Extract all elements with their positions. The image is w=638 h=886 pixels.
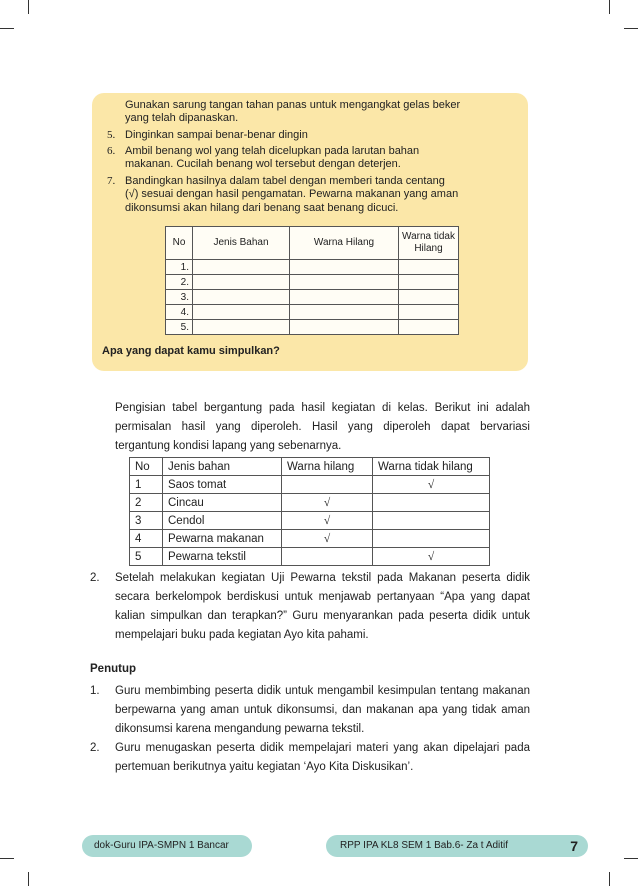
header-cell: Warna tidak hilang bbox=[373, 458, 490, 476]
crop-mark bbox=[624, 858, 638, 859]
crop-mark bbox=[28, 0, 29, 14]
list-item: 1. Guru membimbing peserta didik untuk mengambil kesimpulan tentang makanan berpewarna yang aman untuk dikonsumsi, dan makanan apa yang tidak aman dikonsumsi karena mengandung pewarna tekstil. bbox=[90, 685, 530, 735]
step-number: 6. bbox=[107, 145, 116, 157]
row-number: 1. bbox=[166, 260, 193, 275]
section-title: Penutup bbox=[90, 663, 136, 675]
header-cell: Warna hilang bbox=[282, 458, 373, 476]
list-item: 2. Guru menugaskan peserta didik mempelajari materi yang akan dipelajari pada pertemuan berikutnya yaitu kegiatan ‘Ayo Kita Diskusikan’. bbox=[90, 742, 530, 773]
header-cell: Warna Hilang bbox=[290, 227, 399, 260]
activity-step: 6. Ambil benang wol yang telah dicelupkan pada larutan bahan makanan. Cucilah benang wol tersebut dengan deterjen. bbox=[107, 145, 420, 171]
page-number: 7 bbox=[570, 838, 578, 854]
step-number: 5. bbox=[107, 129, 116, 141]
crop-mark bbox=[0, 858, 14, 859]
crop-mark bbox=[624, 28, 638, 29]
header-cell: Jenis Bahan bbox=[193, 227, 290, 260]
conclusion-question: Apa yang dapat kamu simpulkan? bbox=[102, 345, 280, 357]
table-row: 2 Cincau √ bbox=[130, 494, 490, 512]
list-item: 2. Setelah melakukan kegiatan Uji Pewarna tekstil pada Makanan peserta didik secara berkelompok berdiskusi untuk menjawab pertanyaan “Apa yang dapat kalian simpulkan dan terapkan?” Guru menyarankan pada peserta didik untuk mempelajari buku pada kegiatan Ayo kita pahami. bbox=[90, 572, 530, 641]
header-cell: Jenis bahan bbox=[163, 458, 282, 476]
table-row: 4 Pewarna makanan √ bbox=[130, 530, 490, 548]
row-number: 5. bbox=[166, 320, 193, 335]
step-number: 7. bbox=[107, 175, 116, 187]
table-row: 1 Saos tomat √ bbox=[130, 476, 490, 494]
header-cell: No bbox=[130, 458, 163, 476]
row-number: 4. bbox=[166, 305, 193, 320]
crop-mark bbox=[609, 0, 610, 14]
activity-step: 7. Bandingkan hasilnya dalam tabel dengan memberi tanda centang (√) sesuai dengan hasil pengamatan. Pewarna makanan yang aman dikonsumsi akan hilang dari benang saat benang dicuci. bbox=[107, 175, 459, 214]
observation-table bbox=[165, 226, 459, 335]
row-number: 2. bbox=[166, 275, 193, 290]
table-row: 5 Pewarna tekstil √ bbox=[130, 548, 490, 566]
activity-step: Gunakan sarung tangan tahan panas untuk mengangkat gelas beker yang telah dipanaskan. bbox=[125, 99, 461, 125]
activity-step: 5. Dinginkan sampai benar-benar dingin bbox=[107, 129, 308, 141]
crop-mark bbox=[609, 872, 610, 886]
result-table bbox=[129, 457, 490, 566]
header-cell: No bbox=[166, 227, 193, 260]
header-cell: Warna tidak Hilang bbox=[399, 227, 459, 260]
footer-source: dok-Guru IPA-SMPN 1 Bancar bbox=[82, 835, 252, 857]
intro-paragraph: Pengisian tabel bergantung pada hasil kegiatan di kelas. Berikut ini adalah permisalan hasil yang diperoleh. Hasil yang diperoleh dapat bervariasi tergantung kondisi lapang yang sebenarnya. bbox=[115, 402, 530, 452]
row-number: 3. bbox=[166, 290, 193, 305]
footer-title: RPP IPA KL8 SEM 1 Bab.6- Za t Aditif 7 bbox=[326, 835, 588, 857]
crop-mark bbox=[28, 872, 29, 886]
crop-mark bbox=[0, 28, 14, 29]
table-row: 3 Cendol √ bbox=[130, 512, 490, 530]
